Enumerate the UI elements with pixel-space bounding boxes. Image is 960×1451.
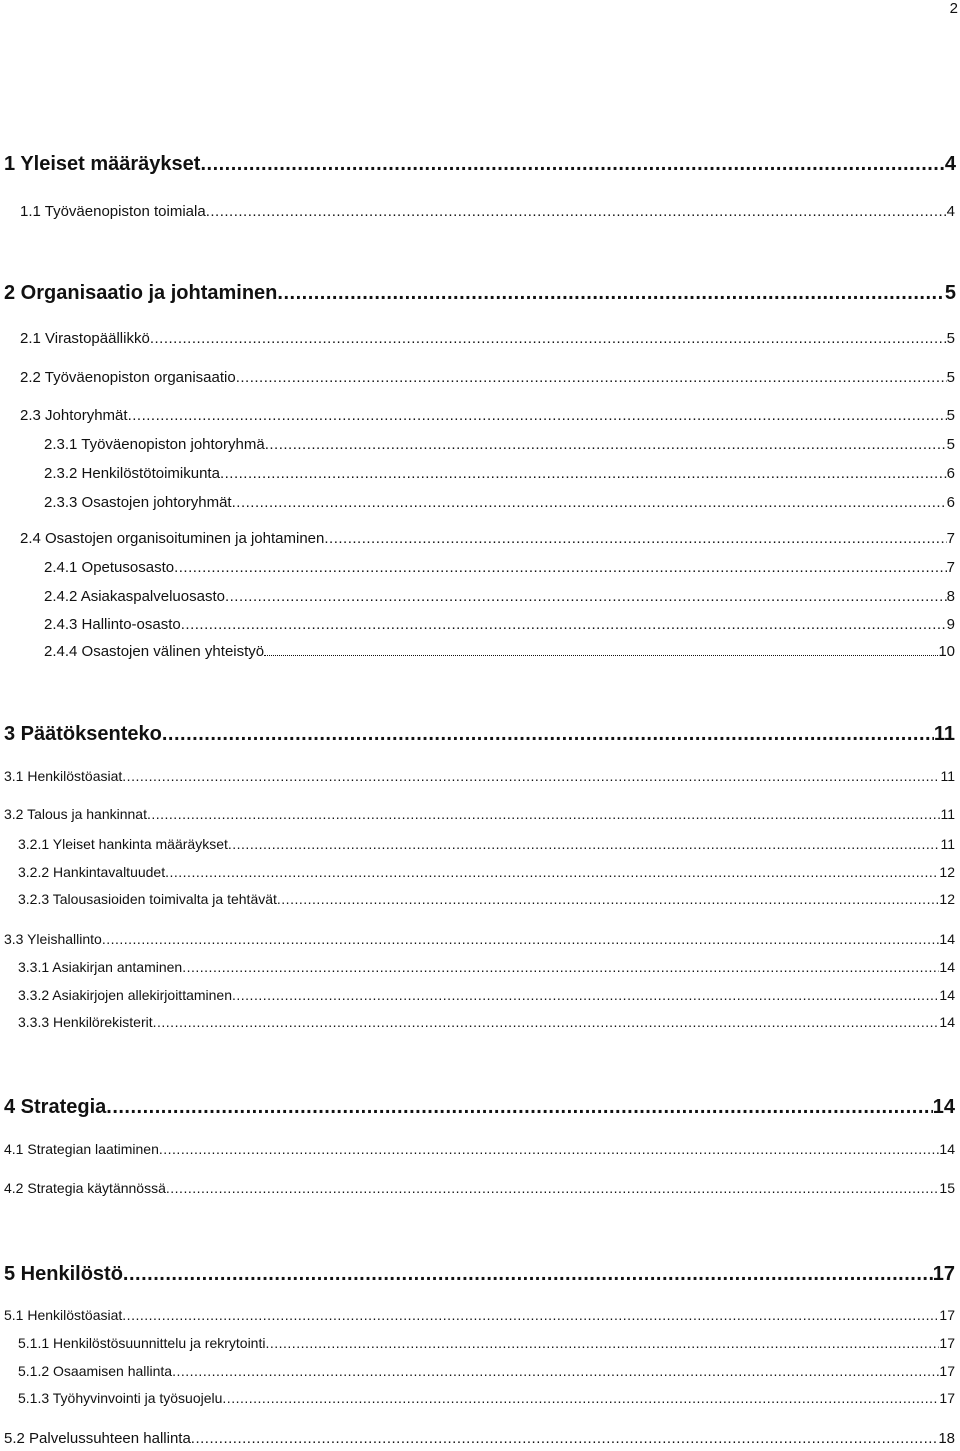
toc-entry-3-3-1[interactable] bbox=[18, 959, 955, 975]
dot-leader bbox=[182, 959, 939, 975]
dot-leader bbox=[225, 588, 947, 605]
toc-entry-page: 9 bbox=[946, 616, 955, 633]
dot-leader bbox=[228, 836, 941, 852]
toc-entry-label: 3.3 Yleishallinto bbox=[4, 931, 102, 947]
toc-entry-label: 2 Organisaatio ja johtaminen bbox=[4, 282, 278, 304]
toc-entry-page: 14 bbox=[939, 931, 955, 947]
toc-entry-2-1[interactable] bbox=[20, 330, 955, 347]
toc-entry-page: 5 bbox=[946, 369, 955, 386]
toc-entry-page: 14 bbox=[939, 987, 955, 1003]
dot-leader bbox=[222, 1390, 939, 1406]
toc-entry-5-1-1[interactable] bbox=[18, 1335, 955, 1351]
toc-entry-page: 12 bbox=[939, 864, 955, 880]
toc-entry-label: 3.2.1 Yleiset hankinta määräykset bbox=[18, 836, 228, 852]
toc-entry-label: 2.4.4 Osastojen välinen yhteistyö bbox=[44, 643, 265, 660]
toc-entry-label: 4 Strategia bbox=[4, 1096, 107, 1118]
dot-leader bbox=[181, 616, 947, 633]
toc-entry-label: 5.1.3 Työhyvinvointi ja työsuojelu bbox=[18, 1390, 223, 1406]
toc-entry-label: 3 Päätöksenteko bbox=[4, 723, 162, 745]
toc-entry-3-3-3[interactable] bbox=[18, 1014, 955, 1030]
toc-entry-3-1[interactable] bbox=[4, 768, 955, 784]
toc-entry-4-2[interactable] bbox=[4, 1180, 955, 1196]
toc-entry-3-3[interactable] bbox=[4, 931, 955, 947]
dot-leader bbox=[265, 436, 947, 453]
toc-entry-label: 3.3.2 Asiakirjojen allekirjoittaminen bbox=[18, 987, 232, 1003]
toc-entry-5-1-2[interactable] bbox=[18, 1363, 955, 1379]
dot-leader bbox=[232, 494, 947, 511]
dot-leader bbox=[102, 931, 940, 947]
dot-leader bbox=[122, 1307, 939, 1323]
toc-entry-label: 3.3.3 Henkilörekisterit bbox=[18, 1014, 153, 1030]
toc-entry-3-2-2[interactable] bbox=[18, 864, 955, 880]
toc-entry-1-1[interactable] bbox=[20, 203, 955, 220]
toc-entry-label: 5.2 Palvelussuhteen hallinta bbox=[4, 1430, 191, 1447]
toc-entry-3-2[interactable] bbox=[4, 806, 955, 822]
dot-leader bbox=[264, 654, 938, 656]
toc-entry-label: 2.4.2 Asiakaspalveluosasto bbox=[44, 588, 225, 605]
toc-entry-label: 2.3.2 Henkilöstötoimikunta bbox=[44, 465, 220, 482]
toc-entry-page: 7 bbox=[946, 530, 955, 547]
dot-leader bbox=[106, 1096, 932, 1119]
toc-entry-page: 14 bbox=[932, 1096, 955, 1118]
dot-leader bbox=[220, 465, 947, 482]
toc-entry-label: 3.2.2 Hankintavaltuudet bbox=[18, 864, 166, 880]
dot-leader bbox=[128, 407, 947, 424]
dot-leader bbox=[153, 1014, 940, 1030]
toc-entry-label: 2.3 Johtoryhmät bbox=[20, 407, 128, 424]
toc-entry-1[interactable] bbox=[4, 153, 956, 176]
toc-entry-page: 10 bbox=[938, 643, 955, 660]
toc-entry-page: 14 bbox=[939, 959, 955, 975]
toc-entry-page: 11 bbox=[940, 768, 955, 784]
dot-leader bbox=[324, 530, 946, 547]
toc-entry-label: 1 Yleiset määräykset bbox=[4, 153, 201, 175]
toc-entry-2-3[interactable] bbox=[20, 407, 955, 424]
toc-entry-page: 5 bbox=[946, 407, 955, 424]
toc-entry-2-3-1[interactable] bbox=[44, 436, 955, 453]
toc-entry-label: 2.4.3 Hallinto-osasto bbox=[44, 616, 181, 633]
toc-entry-4[interactable] bbox=[4, 1096, 955, 1119]
toc-entry-label: 2.4.1 Opetusosasto bbox=[44, 559, 175, 576]
toc-entry-label: 3.3.1 Asiakirjan antaminen bbox=[18, 959, 183, 975]
toc-entry-page: 8 bbox=[946, 588, 955, 605]
toc-entry-2-2[interactable] bbox=[20, 369, 955, 386]
dot-leader bbox=[174, 559, 947, 576]
toc-entry-page: 14 bbox=[939, 1014, 955, 1030]
toc-entry-label: 3.1 Henkilöstöasiat bbox=[4, 768, 123, 784]
toc-entry-label: 2.2 Työväenopiston organisaatio bbox=[20, 369, 236, 386]
toc-entry-page: 11 bbox=[933, 723, 955, 745]
toc-entry-2-3-2[interactable] bbox=[44, 465, 955, 482]
toc-entry-page: 15 bbox=[939, 1180, 955, 1196]
toc-entry-page: 4 bbox=[944, 153, 956, 175]
toc-entry-label: 1.1 Työväenopiston toimiala bbox=[20, 203, 206, 220]
toc-entry-2-4-1[interactable] bbox=[44, 559, 955, 576]
page-number: 2 bbox=[949, 0, 958, 17]
toc-entry-label: 2.3.1 Työväenopiston johtoryhmä bbox=[44, 436, 265, 453]
toc-entry-2-4-2[interactable] bbox=[44, 588, 955, 605]
dot-leader bbox=[123, 1263, 933, 1286]
toc-entry-page: 17 bbox=[939, 1363, 955, 1379]
toc-entry-page: 17 bbox=[939, 1335, 955, 1351]
toc-entry-label: 3.2.3 Talousasioiden toimivalta ja tehtävät bbox=[18, 891, 277, 907]
toc-entry-page: 4 bbox=[946, 203, 955, 220]
toc-entry-label: 5.1.2 Osaamisen hallinta bbox=[18, 1363, 173, 1379]
toc-entry-label: 5.1.1 Henkilöstösuunnittelu ja rekrytointi bbox=[18, 1335, 266, 1351]
dot-leader bbox=[200, 153, 944, 176]
dot-leader bbox=[191, 1430, 939, 1447]
dot-leader bbox=[277, 282, 944, 305]
toc-entry-5-1[interactable] bbox=[4, 1307, 955, 1323]
toc-entry-3[interactable] bbox=[4, 723, 955, 746]
toc-entry-label: 2.4 Osastojen organisoituminen ja johtaminen bbox=[20, 530, 325, 547]
dot-leader bbox=[147, 806, 940, 822]
toc-entry-page: 17 bbox=[939, 1307, 955, 1323]
toc-entry-page: 18 bbox=[938, 1430, 955, 1447]
toc-entry-label: 2.1 Virastopäällikkö bbox=[20, 330, 150, 347]
toc-entry-page: 5 bbox=[946, 330, 955, 347]
toc-entry-3-2-1[interactable] bbox=[18, 836, 955, 852]
toc-entry-label: 2.3.3 Osastojen johtoryhmät bbox=[44, 494, 232, 511]
toc-entry-3-2-3[interactable] bbox=[18, 891, 955, 907]
toc-entry-label: 4.1 Strategian laatiminen bbox=[4, 1141, 159, 1157]
toc-entry-5[interactable] bbox=[4, 1263, 955, 1286]
toc-entry-2-4-3[interactable] bbox=[44, 616, 955, 633]
toc-entry-label: 4.2 Strategia käytännössä bbox=[4, 1180, 166, 1196]
dot-leader bbox=[166, 1180, 940, 1196]
dot-leader bbox=[150, 330, 947, 347]
toc-entry-page: 11 bbox=[940, 836, 955, 852]
toc-entry-2-4-4[interactable] bbox=[44, 643, 955, 660]
toc-entry-2[interactable] bbox=[4, 282, 956, 305]
dot-leader bbox=[165, 864, 939, 880]
dot-leader bbox=[206, 203, 947, 220]
dot-leader bbox=[236, 369, 947, 386]
toc-entry-5-2[interactable] bbox=[4, 1430, 955, 1447]
toc-entry-label: 3.2 Talous ja hankinnat bbox=[4, 806, 147, 822]
toc-entry-page: 6 bbox=[946, 494, 955, 511]
toc-entry-4-1[interactable] bbox=[4, 1141, 955, 1157]
toc-entry-2-3-3[interactable] bbox=[44, 494, 955, 511]
dot-leader bbox=[265, 1335, 939, 1351]
toc-entry-page: 14 bbox=[939, 1141, 955, 1157]
toc-entry-3-3-2[interactable] bbox=[18, 987, 955, 1003]
toc-entry-page: 6 bbox=[946, 465, 955, 482]
toc-entry-label: 5 Henkilöstö bbox=[4, 1263, 123, 1285]
toc-entry-page: 5 bbox=[946, 436, 955, 453]
toc-entry-page: 11 bbox=[940, 806, 955, 822]
dot-leader bbox=[122, 768, 940, 784]
dot-leader bbox=[162, 723, 934, 746]
toc-entry-page: 17 bbox=[932, 1263, 955, 1285]
toc-entry-2-4[interactable] bbox=[20, 530, 955, 547]
toc-entry-page: 7 bbox=[946, 559, 955, 576]
toc-entry-page: 17 bbox=[939, 1390, 955, 1406]
toc-entry-page: 5 bbox=[944, 282, 956, 304]
dot-leader bbox=[172, 1363, 939, 1379]
toc-entry-5-1-3[interactable] bbox=[18, 1390, 955, 1406]
toc-entry-label: 5.1 Henkilöstöasiat bbox=[4, 1307, 123, 1323]
toc-entry-page: 12 bbox=[939, 891, 955, 907]
dot-leader bbox=[277, 891, 940, 907]
dot-leader bbox=[232, 987, 939, 1003]
dot-leader bbox=[159, 1141, 940, 1157]
